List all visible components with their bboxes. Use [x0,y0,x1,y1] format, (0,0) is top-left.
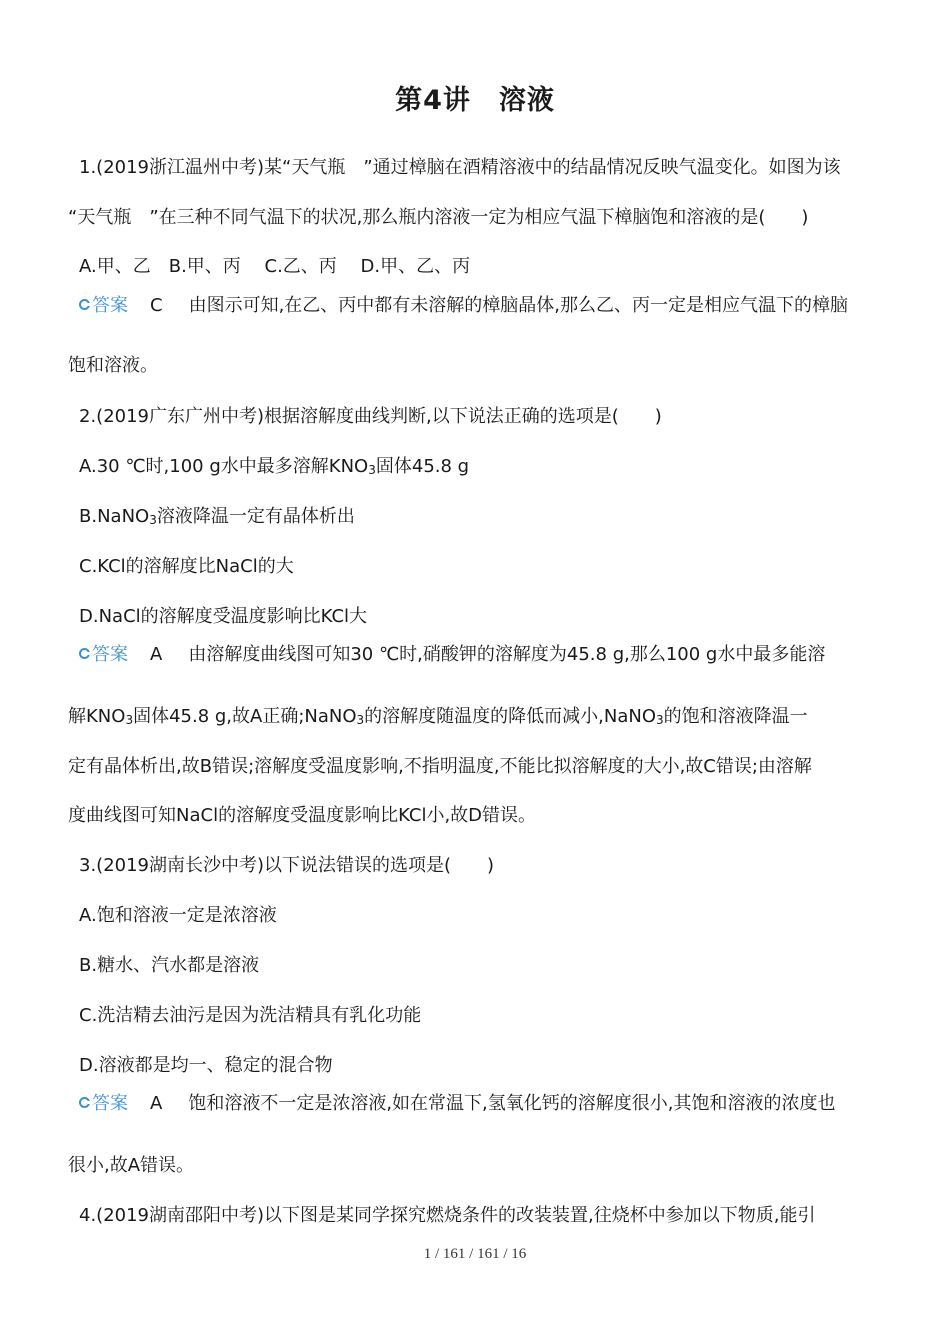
page-footer: 1 / 161 / 161 / 16 [423,1246,527,1262]
q2-option-c: C.KCl的溶解度比NaCl的大 [79,556,294,577]
q2-answer-line4: 度曲线图可知NaCl的溶解度受温度影响比KCl小,故D错误。 [68,805,537,826]
q3-stem: 3.(2019湖南长沙中考)以下说法错误的选项是( ) [79,855,495,876]
text: 固体45.8 g [375,456,470,477]
answer-letter: A [150,1093,163,1114]
answer-letter: C [150,295,163,316]
text: 的饱和溶液降温一 [663,706,808,727]
q4-stem: 4.(2019湖南邵阳中考)以下图是某同学探究燃烧条件的改装装置,往烧杯中参加以下物质,能引 [79,1205,816,1226]
q1-stem-line1: 1.(2019浙江温州中考)某“天气瓶 ”通过樟脑在酒精溶液中的结晶情况反映气温变化。如图为该 [79,157,841,178]
q2-answer-line2 [68,705,808,732]
q2-option-b [79,505,355,532]
subscript: 3 [356,713,365,727]
q3-option-b: B.糖水、汽水都是溶液 [79,955,260,976]
q1-answer [79,294,848,318]
q1-stem-line2: “天气瓶 ”在三种不同气温下的状况,那么瓶内溶液一定为相应气温下樟脑饱和溶液的是( ) [68,207,809,228]
q2-answer [79,643,825,667]
answer-icon [79,299,90,310]
answer-label: 答案 [92,295,128,316]
q2-option-d: D.NaCl的溶解度受温度影响比KCl大 [79,606,368,627]
q3-answer-line2: 很小,故A错误。 [68,1155,195,1176]
q3-option-a: A.饱和溶液一定是浓溶液 [79,905,277,926]
q3-option-c: C.洗洁精去油污是因为洗洁精具有乳化功能 [79,1005,422,1026]
q2-option-a [79,455,469,482]
q3-option-d: D.溶液都是均一、稳定的混合物 [79,1055,333,1076]
text: 解KNO [68,706,126,727]
subscript: 3 [656,713,664,727]
answer-text: 饱和溶液不一定是浓溶液,如在常温下,氢氧化钙的溶解度很小,其饱和溶液的浓度也 [188,1093,836,1114]
text: 的溶解度随温度的降低而减小,NaNO [364,706,657,727]
text: B.NaNO [79,506,150,527]
answer-icon [79,1097,90,1108]
subscript: 3 [368,463,376,477]
q3-answer [79,1092,836,1116]
answer-text: 由图示可知,在乙、丙中都有未溶解的樟脑晶体,那么乙、丙一定是相应气温下的樟脑 [188,295,849,316]
answer-label: 答案 [92,1093,128,1114]
answer-icon [79,648,90,659]
q1-options: A.甲、乙 B.甲、丙 C.乙、丙 D.甲、乙、丙 [79,256,471,277]
text: 溶液降温一定有晶体析出 [156,506,355,527]
text: 固体45.8 g,故A正确;NaNO [133,706,357,727]
answer-letter: A [150,644,163,665]
q1-answer-line2: 饱和溶液。 [68,355,158,376]
text: A.30 ℃时,100 g水中最多溶解KNO [79,456,369,477]
page-title: 第4讲 溶液 [395,85,555,116]
answer-text: 由溶解度曲线图可知30 ℃时,硝酸钾的溶解度为45.8 g,那么100 g水中最多能溶 [188,644,826,665]
subscript: 3 [149,513,157,527]
q2-answer-line3: 定有晶体析出,故B错误;溶解度受温度影响,不指明温度,不能比拟溶解度的大小,故C错误;由溶解 [68,756,812,777]
q2-stem: 2.(2019广东广州中考)根据溶解度曲线判断,以下说法正确的选项是( ) [79,406,662,427]
subscript: 3 [125,713,134,727]
answer-label: 答案 [92,644,128,665]
